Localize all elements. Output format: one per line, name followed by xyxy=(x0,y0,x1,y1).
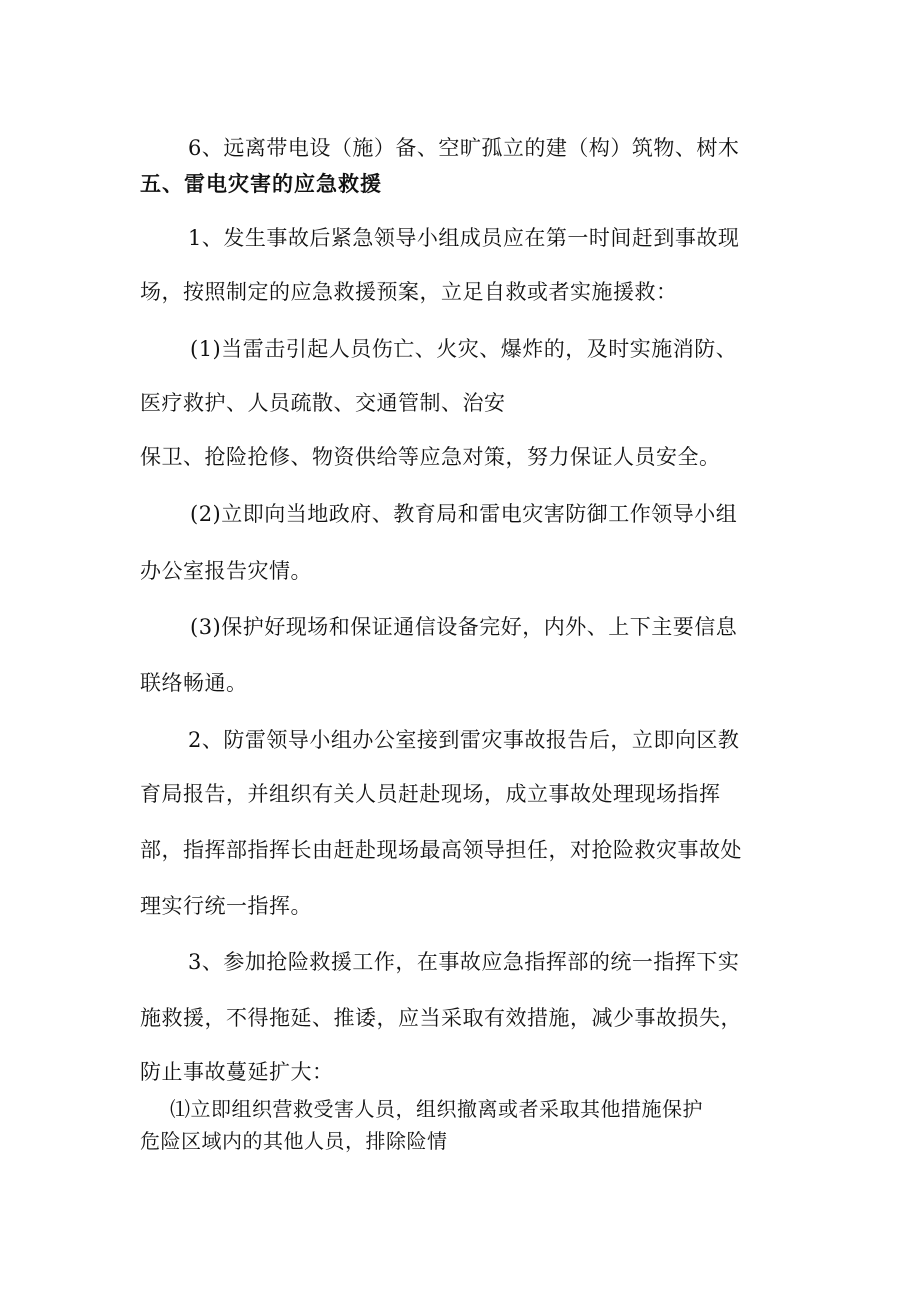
paragraph-2-line-1: 2、防雷领导小组办公室接到雷灾事故报告后，立即向区教 xyxy=(188,728,740,752)
sub-item-4-line-2: 危险区域内的其他人员，排除险情 xyxy=(140,1129,448,1153)
sub-item-1-line-2: 医疗救护、人员疏散、交通管制、治安 xyxy=(140,391,506,415)
sub-item-3-line-1: (3)保护好现场和保证通信设备完好，内外、上下主要信息 xyxy=(190,615,738,639)
paragraph-3-line-1: 3、参加抢险救援工作，在事故应急指挥部的统一指挥下实 xyxy=(188,950,740,974)
paragraph-1-line-2: 场，按照制定的应急救援预案，立足自救或者实施援救： xyxy=(140,280,678,304)
paragraph-3-line-3: 防止事故蔓延扩大： xyxy=(140,1060,334,1084)
sub-item-1-line-3: 保卫、抢险抢修、物资供给等应急对策，努力保证人员安全。 xyxy=(140,445,721,469)
paragraph-2-line-2: 育局报告，并组织有关人员赶赴现场，成立事故处理现场指挥 xyxy=(140,782,721,806)
sub-item-4-line-1: ⑴立即组织营救受害人员，组织撤离或者采取其他措施保护 xyxy=(170,1097,703,1121)
section-heading: 五、雷电灾害的应急救援 xyxy=(140,172,382,196)
list-item-6: 6、远离带电设（施）备、空旷孤立的建（构）筑物、树木 xyxy=(188,136,740,160)
sub-item-2-line-2: 办公室报告灾情。 xyxy=(140,559,312,583)
paragraph-2-line-4: 理实行统一指挥。 xyxy=(140,894,312,918)
sub-item-2-line-1: (2)立即向当地政府、教育局和雷电灾害防御工作领导小组 xyxy=(190,502,738,526)
sub-item-3-line-2: 联络畅通。 xyxy=(140,671,248,695)
sub-item-1-line-1: (1)当雷击引起人员伤亡、火灾、爆炸的，及时实施消防、 xyxy=(190,337,738,361)
paragraph-1-line-1: 1、发生事故后紧急领导小组成员应在第一时间赶到事故现 xyxy=(188,226,740,250)
paragraph-3-line-2: 施救援，不得拖延、推诿，应当采取有效措施，减少事故损失， xyxy=(140,1006,742,1030)
paragraph-2-line-3: 部，指挥部指挥长由赶赴现场最高领导担任，对抢险救灾事故处 xyxy=(140,838,742,862)
